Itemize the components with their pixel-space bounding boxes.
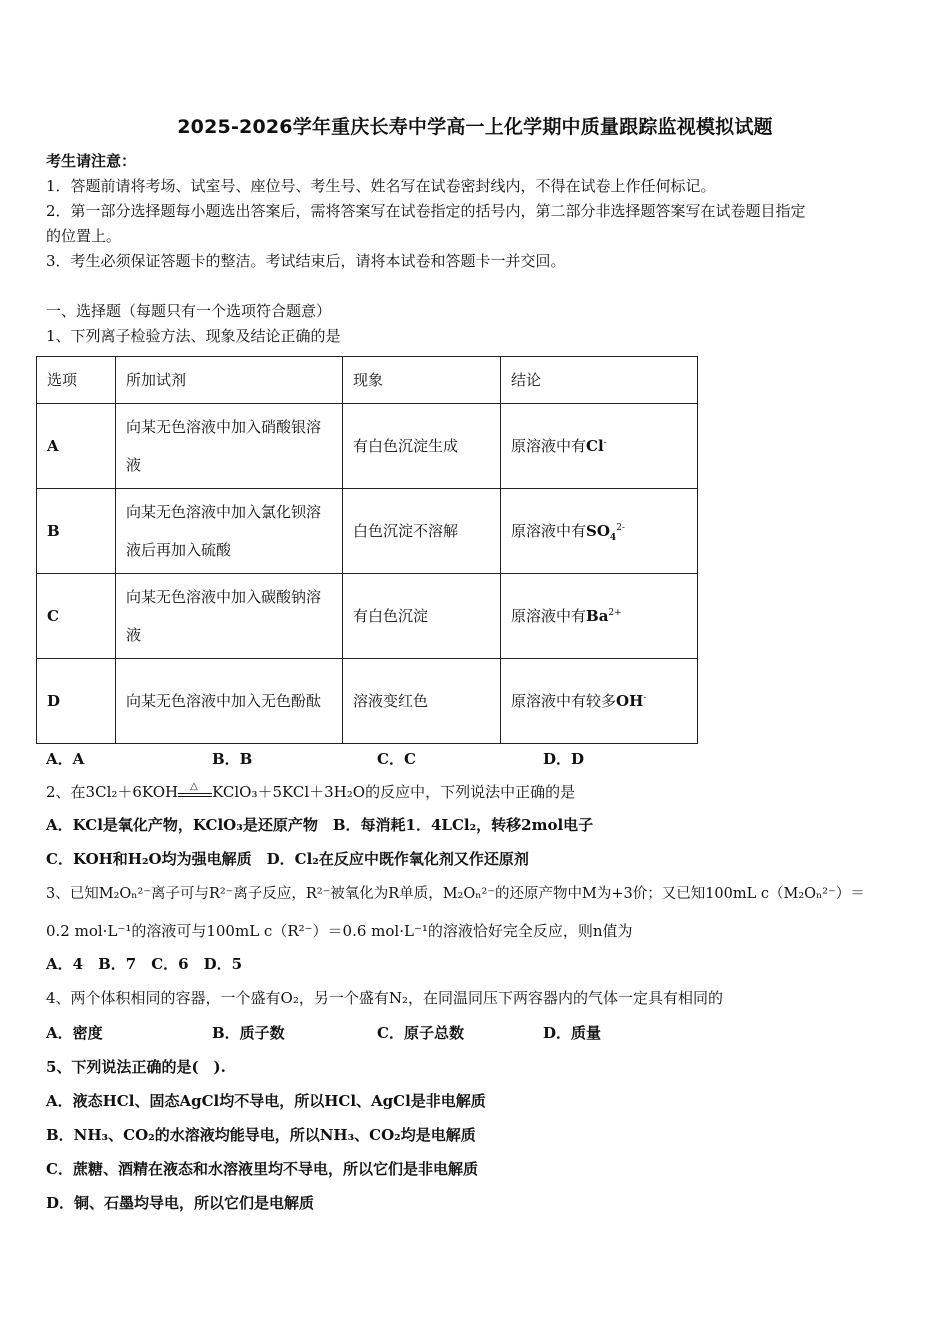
q2-options-ab bbox=[46, 814, 593, 836]
row-reagent: 向某无色溶液中加入硝酸银溶液 bbox=[116, 404, 343, 489]
q2-option-d: D．Cl₂在反应中既作氧化剂又作还原剂 bbox=[266, 850, 529, 868]
q5-option-a: A．液态HCl、固态AgCl均不导电，所以HCl、AgCl是非电解质 bbox=[46, 1092, 486, 1110]
row-observation: 溶液变红色 bbox=[343, 659, 501, 744]
q2-option-b: B．每消耗1．4LCl₂，转移2mol电子 bbox=[332, 816, 594, 834]
section-heading: 一、选择题（每题只有一个选项符合题意） bbox=[46, 302, 332, 320]
q1-table bbox=[36, 356, 698, 744]
notice-item-2: 2．第一部分选择题每小题选出答案后，需将答案写在试卷指定的括号内，第二部分非选择题答案写在试卷题目指定 bbox=[46, 202, 806, 220]
row-conclusion: 原溶液中有较多OH- bbox=[501, 659, 698, 744]
row-observation: 白色沉淀不溶解 bbox=[343, 489, 501, 574]
row-option: D bbox=[37, 659, 116, 744]
notice-item-2-cont: 的位置上。 bbox=[46, 227, 122, 245]
q1-option-c: C．C bbox=[377, 750, 416, 768]
header-conclusion: 结论 bbox=[501, 357, 698, 404]
q2-stem: 2、在3Cl₂＋6KOH △ KClO₃＋5KCl＋3H₂O的反应中，下列说法中正确的是 bbox=[46, 781, 576, 801]
q1-option-a: A．A bbox=[46, 750, 85, 768]
table-header-row bbox=[37, 357, 698, 404]
q1-option-d: D．D bbox=[543, 750, 585, 768]
q5-option-d: D．铜、石墨均导电，所以它们是电解质 bbox=[46, 1194, 315, 1212]
row-reagent: 向某无色溶液中加入无色酚酞 bbox=[116, 659, 343, 744]
header-reagent: 所加试剂 bbox=[116, 357, 343, 404]
table-row bbox=[37, 404, 698, 489]
heat-equals-sign: △ bbox=[178, 786, 212, 800]
q3-stem-line2: 0.2 mol·L⁻¹的溶液可与100mL c（R²⁻）＝0.6 mol·L⁻¹的溶液恰好完全反应，则n值为 bbox=[46, 922, 633, 940]
row-reagent: 向某无色溶液中加入氯化钡溶液后再加入硫酸 bbox=[116, 489, 343, 574]
q1-stem: 1、下列离子检验方法、现象及结论正确的是 bbox=[46, 327, 341, 345]
row-reagent: 向某无色溶液中加入碳酸钠溶液 bbox=[116, 574, 343, 659]
q4-option-b: B．质子数 bbox=[212, 1024, 285, 1042]
q5-option-c: C．蔗糖、酒精在液态和水溶液里均不导电，所以它们是非电解质 bbox=[46, 1160, 478, 1178]
row-conclusion: 原溶液中有$SO_4^{2-}$ bbox=[501, 489, 698, 574]
row-observation: 有白色沉淀 bbox=[343, 574, 501, 659]
q2-option-c: C．KOH和H₂O均为强电解质 bbox=[46, 850, 252, 868]
row-conclusion: 原溶液中有$Ba^{2+}$ bbox=[501, 574, 698, 659]
q5-stem: 5、下列说法正确的是( ). bbox=[46, 1058, 226, 1076]
notice-heading: 考生请注意： bbox=[46, 152, 137, 170]
table-row bbox=[37, 659, 698, 744]
page-title: 2025-2026学年重庆长寿中学高一上化学期中质量跟踪监视模拟试题 bbox=[177, 116, 773, 138]
q4-option-c: C．原子总数 bbox=[377, 1024, 464, 1042]
q2-option-a: A．KCl是氧化产物，KClO₃是还原产物 bbox=[46, 816, 318, 834]
q1-option-b: B．B bbox=[212, 750, 253, 768]
table-row bbox=[37, 574, 698, 659]
row-option: C bbox=[37, 574, 116, 659]
q5-option-b: B．NH₃、CO₂的水溶液均能导电，所以NH₃、CO₂均是电解质 bbox=[46, 1126, 476, 1144]
row-observation: 有白色沉淀生成 bbox=[343, 404, 501, 489]
notice-item-3: 3．考生必须保证答题卡的整洁。考试结束后，请将本试卷和答题卡一并交回。 bbox=[46, 252, 566, 270]
row-option: B bbox=[37, 489, 116, 574]
row-conclusion: 原溶液中有Cl- bbox=[501, 404, 698, 489]
q3-stem-line1: 3、已知M₂Oₙ²⁻离子可与R²⁻离子反应，R²⁻被氧化为R单质，M₂Oₙ²⁻的还原产物中M为+3价；又已知100mL c（M₂Oₙ²⁻）＝ bbox=[46, 886, 865, 902]
row-option: A bbox=[37, 404, 116, 489]
header-option: 选项 bbox=[37, 357, 116, 404]
q4-stem: 4、两个体积相同的容器，一个盛有O₂，另一个盛有N₂，在同温同压下两容器内的气体一定具有相同的 bbox=[46, 989, 723, 1007]
table-row bbox=[37, 489, 698, 574]
header-observation: 现象 bbox=[343, 357, 501, 404]
q2-options-cd bbox=[46, 848, 529, 870]
q4-option-d: D．质量 bbox=[543, 1024, 602, 1042]
q4-option-a: A．密度 bbox=[46, 1024, 103, 1042]
q3-options: A．4 B．7 C．6 D．5 bbox=[46, 955, 243, 973]
notice-item-1: 1．答题前请将考场、试室号、座位号、考生号、姓名写在试卷密封线内，不得在试卷上作任何标记。 bbox=[46, 177, 716, 195]
